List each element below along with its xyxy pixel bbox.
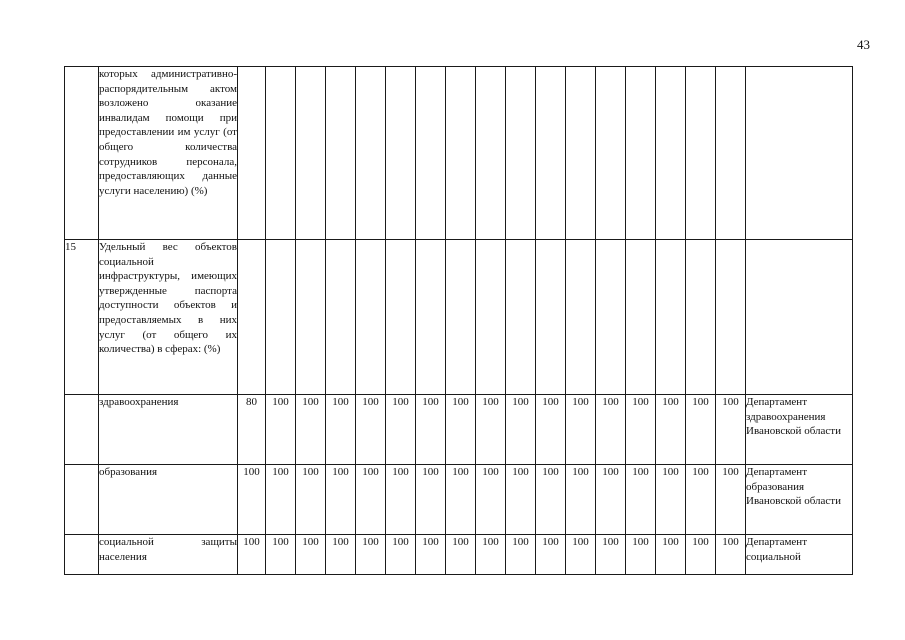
table-row bbox=[65, 465, 853, 535]
value-cell: 100 bbox=[416, 535, 446, 575]
value-cell: 100 bbox=[356, 465, 386, 535]
value-cell: 100 bbox=[716, 535, 746, 575]
value-cell: 80 bbox=[238, 395, 266, 465]
value-cell: 100 bbox=[296, 535, 326, 575]
value-cell: 100 bbox=[446, 535, 476, 575]
row-number: 15 bbox=[65, 240, 99, 395]
value-cell: 100 bbox=[266, 535, 296, 575]
indicator-description: которых административно-распорядительным актом возложено оказание инвалидам помощи при предоставлении им услуг (от общего количества сотрудников персонала, предоставляющих данные услуги населению) (%) bbox=[99, 67, 238, 240]
responsible-department: Департамент социальной bbox=[746, 535, 853, 575]
value-cell: 100 bbox=[386, 465, 416, 535]
value-cell: 100 bbox=[266, 395, 296, 465]
value-cell: 100 bbox=[596, 465, 626, 535]
value-cell: 100 bbox=[446, 395, 476, 465]
value-cell: 100 bbox=[416, 395, 446, 465]
value-cell: 100 bbox=[716, 465, 746, 535]
value-cell: 100 bbox=[356, 535, 386, 575]
value-cell: 100 bbox=[476, 535, 506, 575]
value-cell: 100 bbox=[446, 465, 476, 535]
value-cell: 100 bbox=[506, 465, 536, 535]
value-cell: 100 bbox=[656, 465, 686, 535]
value-cell: 100 bbox=[476, 395, 506, 465]
value-cell: 100 bbox=[686, 535, 716, 575]
value-cell: 100 bbox=[626, 465, 656, 535]
value-cell: 100 bbox=[716, 395, 746, 465]
value-cell: 100 bbox=[266, 465, 296, 535]
value-cell: 100 bbox=[596, 395, 626, 465]
value-cell: 100 bbox=[656, 535, 686, 575]
value-cell: 100 bbox=[476, 465, 506, 535]
sub-indicator-label-line1: социальной защиты bbox=[99, 536, 237, 548]
value-cell: 100 bbox=[536, 465, 566, 535]
value-cell: 100 bbox=[386, 395, 416, 465]
table-row bbox=[65, 67, 853, 240]
responsible-department: Департамент образования Ивановской области bbox=[746, 465, 853, 535]
sub-indicator-label-line2: населения bbox=[99, 550, 147, 563]
indicator-table bbox=[64, 66, 853, 575]
value-cell: 100 bbox=[296, 395, 326, 465]
table-row bbox=[65, 535, 853, 575]
value-cell: 100 bbox=[536, 395, 566, 465]
table-row bbox=[65, 395, 853, 465]
responsible-department: Департамент здравоохранения Ивановской области bbox=[746, 395, 853, 465]
value-cell: 100 bbox=[686, 465, 716, 535]
row-number bbox=[65, 67, 99, 240]
page-number: 43 bbox=[857, 37, 870, 52]
value-cell: 100 bbox=[506, 535, 536, 575]
indicator-description: Удельный вес объектов социальной инфраструктуры, имеющих утвержденные паспорта доступности объектов и предоставляемых в них услуг (от общего их количества) в сферах: (%) bbox=[99, 240, 238, 395]
value-cell: 100 bbox=[626, 535, 656, 575]
sub-indicator-label: образования bbox=[99, 465, 238, 535]
value-cell: 100 bbox=[566, 465, 596, 535]
value-cell: 100 bbox=[536, 535, 566, 575]
value-cell: 100 bbox=[326, 535, 356, 575]
sub-indicator-label: здравоохранения bbox=[99, 395, 238, 465]
value-cell: 100 bbox=[326, 395, 356, 465]
value-cell: 100 bbox=[686, 395, 716, 465]
value-cell: 100 bbox=[238, 535, 266, 575]
value-cell: 100 bbox=[386, 535, 416, 575]
value-cell: 100 bbox=[238, 465, 266, 535]
value-cell: 100 bbox=[296, 465, 326, 535]
value-cell: 100 bbox=[626, 395, 656, 465]
value-cell: 100 bbox=[356, 395, 386, 465]
sub-indicator-label bbox=[99, 535, 238, 575]
value-cell: 100 bbox=[566, 395, 596, 465]
value-cell: 100 bbox=[506, 395, 536, 465]
table-row bbox=[65, 240, 853, 395]
value-cell: 100 bbox=[566, 535, 596, 575]
value-cell: 100 bbox=[596, 535, 626, 575]
value-cell: 100 bbox=[326, 465, 356, 535]
value-cell: 100 bbox=[656, 395, 686, 465]
value-cell: 100 bbox=[416, 465, 446, 535]
